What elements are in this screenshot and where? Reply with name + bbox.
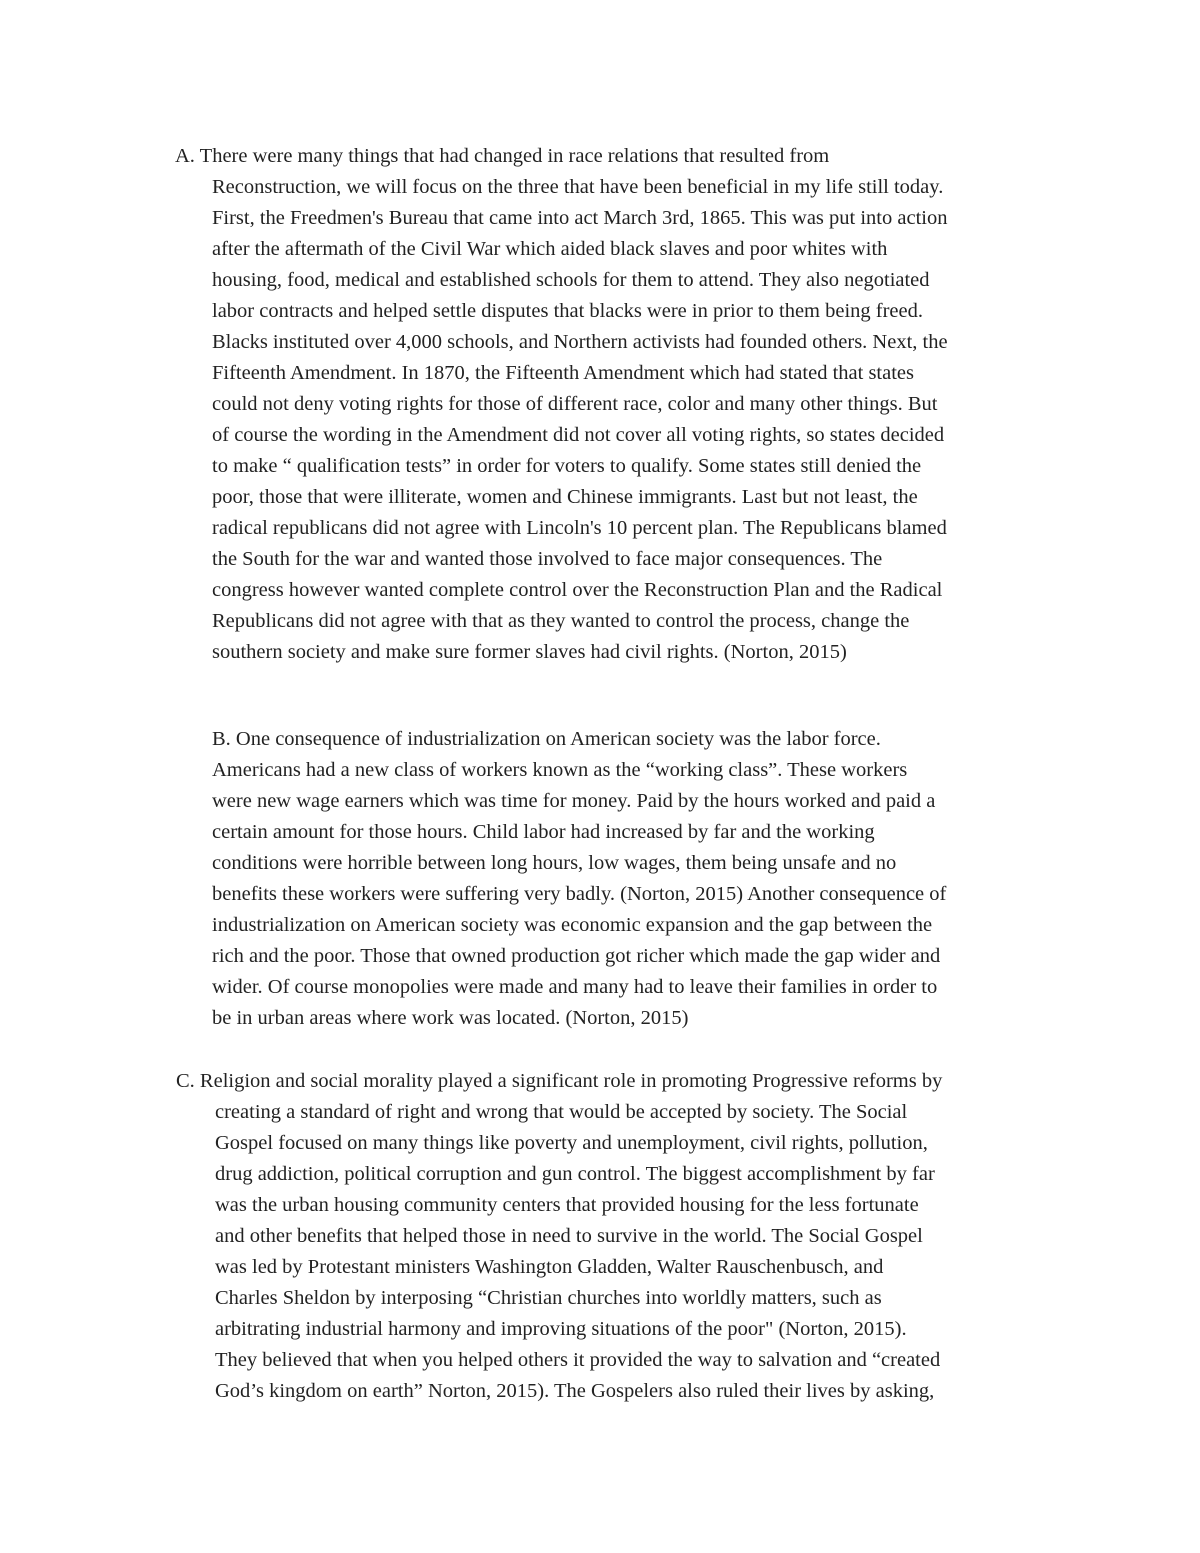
section-c-line-1: C. Religion and social morality played a significant role in promoting Progressive reforms by bbox=[176, 1070, 943, 1092]
section-a-line-12: poor, those that were illiterate, women and Chinese immigrants. Last but not least, the bbox=[212, 486, 918, 508]
section-a-line-15: congress however wanted complete control over the Reconstruction Plan and the Radical bbox=[212, 579, 943, 601]
section-c-line-3: Gospel focused on many things like poverty and unemployment, civil rights, pollution, bbox=[215, 1132, 928, 1154]
section-b-line-6: benefits these workers were suffering very badly. (Norton, 2015) Another consequence of bbox=[212, 883, 947, 905]
section-b-line-7: industrialization on American society was economic expansion and the gap between the bbox=[212, 914, 933, 936]
section-b-line-2: Americans had a new class of workers known as the “working class”. These workers bbox=[212, 759, 908, 781]
section-c-line-9: arbitrating industrial harmony and improving situations of the poor" (Norton, 2015). bbox=[215, 1318, 907, 1340]
section-c-line-2: creating a standard of right and wrong that would be accepted by society. The Social bbox=[215, 1101, 908, 1123]
section-c-line-6: and other benefits that helped those in need to survive in the world. The Social Gospel bbox=[215, 1225, 923, 1247]
section-a-line-5: housing, food, medical and established schools for them to attend. They also negotiated bbox=[212, 269, 930, 291]
section-c-line-7: was led by Protestant ministers Washington Gladden, Walter Rauschenbusch, and bbox=[215, 1256, 884, 1278]
section-c-line-10: They believed that when you helped others it provided the way to salvation and “created bbox=[215, 1349, 941, 1371]
section-a-line-16: Republicans did not agree with that as they wanted to control the process, change the bbox=[212, 610, 910, 632]
section-b-line-8: rich and the poor. Those that owned production got richer which made the gap wider and bbox=[212, 945, 941, 967]
section-a-line-13: radical republicans did not agree with Lincoln's 10 percent plan. The Republicans blamed bbox=[212, 517, 947, 539]
section-b-line-3: were new wage earners which was time for money. Paid by the hours worked and paid a bbox=[212, 790, 936, 812]
section-a-line-10: of course the wording in the Amendment did not cover all voting rights, so states decided bbox=[212, 424, 945, 446]
section-b-line-1: B. One consequence of industrialization on American society was the labor force. bbox=[212, 728, 881, 750]
section-b-line-4: certain amount for those hours. Child labor had increased by far and the working bbox=[212, 821, 875, 843]
section-c-line-11: God’s kingdom on earth” Norton, 2015). The Gospelers also ruled their lives by asking, bbox=[215, 1380, 935, 1402]
section-c-line-5: was the urban housing community centers that provided housing for the less fortunate bbox=[215, 1194, 919, 1216]
section-a-line-14: the South for the war and wanted those involved to face major consequences. The bbox=[212, 548, 883, 570]
section-a-line-17: southern society and make sure former slaves had civil rights. (Norton, 2015) bbox=[212, 641, 847, 663]
section-b-line-9: wider. Of course monopolies were made and many had to leave their families in order to bbox=[212, 976, 938, 998]
section-a-line-6: labor contracts and helped settle disputes that blacks were in prior to them being freed. bbox=[212, 300, 924, 322]
section-c-line-8: Charles Sheldon by interposing “Christian churches into worldly matters, such as bbox=[215, 1287, 882, 1309]
section-a-line-3: First, the Freedmen's Bureau that came into act March 3rd, 1865. This was put into action bbox=[212, 207, 948, 229]
section-a-line-1: A. There were many things that had changed in race relations that resulted from bbox=[175, 145, 830, 167]
section-a-line-9: could not deny voting rights for those of different race, color and many other things. But bbox=[212, 393, 938, 415]
section-b-line-10: be in urban areas where work was located. (Norton, 2015) bbox=[212, 1007, 689, 1029]
section-a-line-2: Reconstruction, we will focus on the three that have been beneficial in my life still today. bbox=[212, 176, 944, 198]
section-a-line-4: after the aftermath of the Civil War which aided black slaves and poor whites with bbox=[212, 238, 888, 260]
section-a-line-8: Fifteenth Amendment. In 1870, the Fifteenth Amendment which had stated that states bbox=[212, 362, 914, 384]
section-c-line-4: drug addiction, political corruption and gun control. The biggest accomplishment by far bbox=[215, 1163, 935, 1185]
section-a-line-7: Blacks instituted over 4,000 schools, and Northern activists had founded others. Next, the bbox=[212, 331, 948, 353]
section-a-line-11: to make “ qualification tests” in order for voters to qualify. Some states still denied the bbox=[212, 455, 922, 477]
section-b-line-5: conditions were horrible between long hours, low wages, them being unsafe and no bbox=[212, 852, 897, 874]
